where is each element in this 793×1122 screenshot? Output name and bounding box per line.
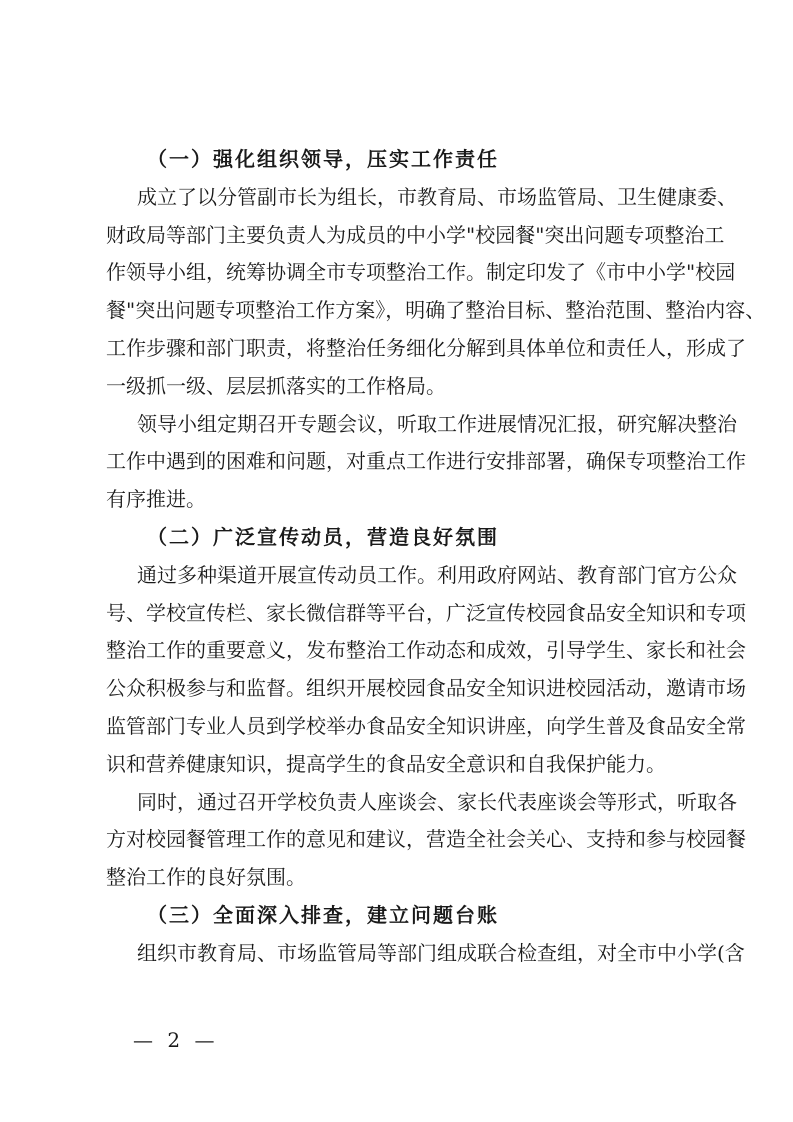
paragraph-line: 整治工作的重要意义，发布整治工作动态和成效，引导学生、家长和社会 (106, 638, 746, 663)
paragraph-line: 有序推进。 (106, 487, 206, 512)
paragraph-line: 整治工作的良好氛围。 (106, 865, 306, 890)
paragraph-line: 公众积极参与和监督。组织开展校园食品安全知识进校园活动，邀请市场 (106, 676, 746, 701)
paragraph-line: 号、学校宣传栏、家长微信群等平台，广泛宣传校园食品安全知识和专项 (106, 600, 746, 625)
paragraph-line: 成立了以分管副市长为组长，市教育局、市场监管局、卫生健康委、 (137, 184, 737, 209)
paragraph-line: 财政局等部门主要负责人为成员的中小学"校园餐"突出问题专项整治工 (106, 222, 725, 247)
paragraph-line: 工作中遇到的困难和问题，对重点工作进行安排部署，确保专项整治工作 (106, 449, 746, 474)
section-heading: （三）全面深入排查，建立问题台账 (147, 902, 499, 927)
paragraph-line: 一级抓一级、层层抓落实的工作格局。 (106, 373, 446, 398)
section-heading: （二）广泛宣传动员，营造良好氛围 (147, 524, 499, 549)
section-heading: （一）强化组织领导，压实工作责任 (147, 147, 499, 171)
paragraph-line: 组织市教育局、市场监管局等部门组成联合检查组，对全市中小学(含 (137, 940, 745, 965)
paragraph-line: 监管部门专业人员到学校举办食品安全知识讲座，向学生普及食品安全常 (106, 713, 746, 738)
paragraph-line: 同时，通过召开学校负责人座谈会、家长代表座谈会等形式，听取各 (137, 789, 737, 814)
page-number: — 2 — (133, 1028, 219, 1052)
paragraph-line: 通过多种渠道开展宣传动员工作。利用政府网站、教育部门官方公众 (137, 562, 737, 587)
paragraph-line: 餐"突出问题专项整治工作方案》，明确了整治目标、整治范围、整治内容、 (106, 298, 766, 323)
paragraph-line: 领导小组定期召开专题会议，听取工作进展情况汇报，研究解决整治 (137, 411, 737, 436)
paragraph-line: 工作步骤和部门职责，将整治任务细化分解到具体单位和责任人，形成了 (106, 335, 746, 360)
paragraph-line: 作领导小组，统筹协调全市专项整治工作。制定印发了《市中小学"校园 (106, 260, 736, 285)
paragraph-line: 方对校园餐管理工作的意见和建议，营造全社会关心、支持和参与校园餐 (106, 827, 746, 852)
document-body (106, 141, 766, 973)
paragraph-line: 识和营养健康知识，提高学生的食品安全意识和自我保护能力。 (106, 751, 666, 776)
